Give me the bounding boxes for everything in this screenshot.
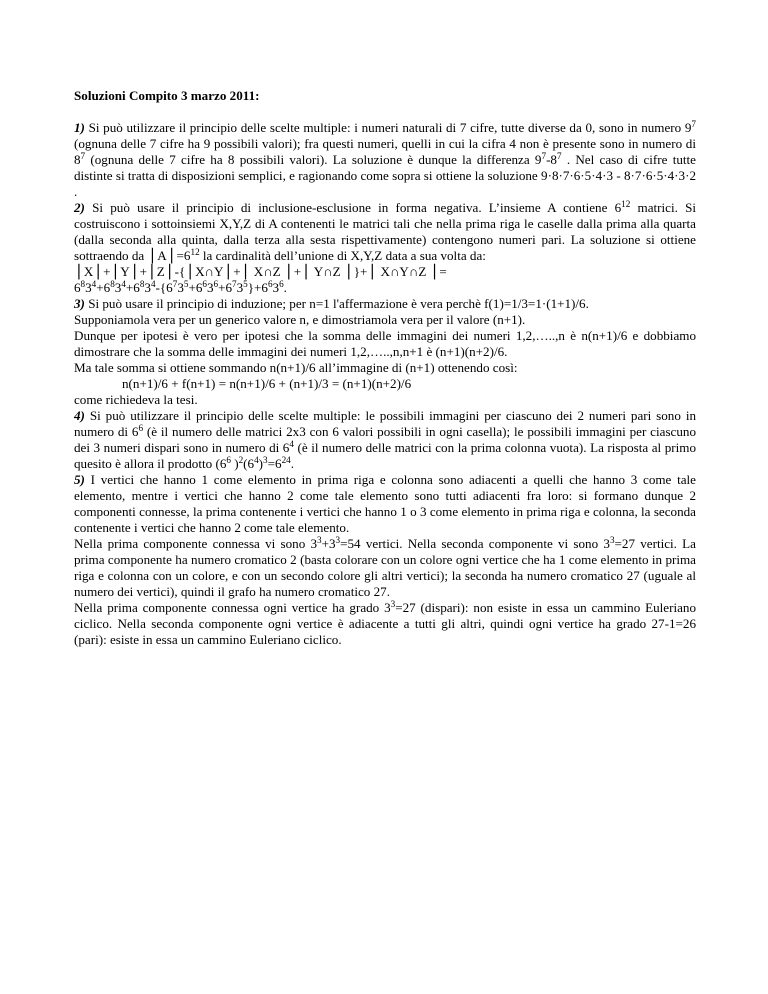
text: matrici. Si costruiscono i sottoinsiemi X,Y,Z di A contenenti le matrici tali che nella prima riga le caselle dalla prima alla quarta (dalla seconda alla quinta, dalla terza alla sesta rispettivamente) contengono numeri pari. La soluzione si ottiene sottraendo da ⎪A⎪=6: [74, 200, 696, 263]
exponent: 7: [172, 278, 178, 289]
paragraph: come richiedeva la tesi.: [74, 392, 198, 407]
text: =54 vertici. Nella seconda componente vi sono 3: [340, 536, 610, 551]
exponent: 8: [80, 278, 86, 289]
text: =27 vertici. La prima componente ha numero cromatico 2 (basta colorare con un colore ogni vertice che ha 1 come elemento in prima riga e colonna con un colore, e con un secondo colore gli altri vertici); la seconda ha numero cromatico 27 (uguale al numero dei vertici), quindi il grafo ha numero cromatico 27.: [74, 536, 696, 599]
solution-number: 5): [74, 472, 85, 487]
text: I vertici che hanno 1 come elemento in prima riga e colonna sono adiacenti a quelli che hanno 3 come tale elemento, mentre i vertici che hanno 2 come tale elemento sono tutti adiacenti fra loro: si formano dunque 2 componenti connesse, la prima contenente i vertici che hanno 1 o 3 come elemento in prima riga e colonna, la seconda contenente i vertici che hanno 2 come tale elemento.: [74, 472, 696, 535]
exponent: 4: [254, 454, 259, 465]
exponent: 6: [226, 454, 231, 465]
inclusion-exclusion-result: [74, 280, 696, 296]
exponent: 12: [190, 246, 200, 257]
solution-number: 4): [74, 408, 85, 423]
inclusion-exclusion-formula: [74, 264, 696, 280]
exponent: 4: [150, 278, 156, 289]
text: -{6: [155, 280, 173, 295]
exponent: 7: [541, 150, 547, 161]
text: 3: [206, 280, 214, 295]
text: Si può utilizzare il principio delle scelte multiple: i numeri naturali di 7 cifre, tutte diverse da 0, sono in numero 9: [84, 120, 692, 135]
text: .: [290, 456, 294, 471]
exponent: 5: [183, 278, 189, 289]
document-body: [74, 88, 696, 648]
exponent: 3: [335, 534, 341, 545]
text: 3: [272, 280, 280, 295]
text: +3: [321, 536, 336, 551]
exponent: 7: [80, 150, 86, 161]
text: (è il numero delle matrici 2x3 con 6 valori possibili in ogni casella); le possibili immagini per ciascuno dei 3 numeri dispari sono in numero di 6: [74, 424, 696, 455]
text: 3: [85, 280, 92, 295]
solution-1: [74, 120, 696, 200]
text: +6: [188, 280, 203, 295]
solution-5: [74, 472, 696, 536]
text: -8: [546, 152, 557, 167]
exponent: 12: [621, 198, 631, 209]
induction-equation: n(n+1)/6 + f(n+1) = n(n+1)/6 + (n+1)/3 = (n+1)(n+2)/6: [122, 376, 412, 391]
solution-4: [74, 408, 696, 472]
exponent: 3: [609, 534, 615, 545]
exponent: 3: [390, 598, 396, 609]
text: ): [258, 456, 264, 471]
text: (ognuna delle 7 cifre ha 9 possibili valori); fra questi numeri, quelli in cui la cifra 4 non è presente sono in numero di 8: [74, 136, 696, 167]
document-title: Soluzioni Compito 3 marzo 2011:: [74, 88, 260, 103]
text: 3: [177, 280, 184, 295]
exponent: 4: [91, 278, 97, 289]
paragraph: [74, 536, 696, 600]
exponent: 2: [238, 454, 244, 465]
exponent: 3: [317, 534, 322, 545]
text: }+6: [247, 280, 268, 295]
exponent: 6: [138, 422, 144, 433]
exponent: 7: [691, 118, 696, 129]
exponent: 3: [263, 454, 268, 465]
exponent: 4: [121, 278, 126, 289]
text: 3: [114, 280, 122, 295]
exponent: 5: [243, 278, 248, 289]
paragraph: Dunque per ipotesi è vero per ipotesi che la somma delle immagini dei numeri 1,2,…..,n è n(n+1)/6 e dobbiamo dimostrare che la somma delle immagini dei numeri 1,2,…..,n,n+1 è (n+1)(n+2)/6.: [74, 328, 696, 359]
exponent: 8: [139, 278, 145, 289]
text: (ognuna delle 7 cifre ha 8 possibili valori). La soluzione è dunque la differenza 9: [85, 152, 542, 167]
text: 3: [144, 280, 151, 295]
text: . Nel caso di cifre tutte distinte si tratta di disposizioni semplici, e ragionando come sopra si ottiene la soluzione 9·8·7·6·5·4·3 - 8·7·6·5·4·3·2 .: [74, 152, 696, 199]
text: +6: [218, 280, 233, 295]
text: 3: [236, 280, 244, 295]
paragraph: Supponiamola vera per un generico valore n, e dimostriamola vera per il valore (n+1).: [74, 312, 526, 327]
exponent: 8: [110, 278, 115, 289]
text: +6: [96, 280, 111, 295]
text: ⎪X⎪+⎪Y⎪+⎪Z⎪-{⎪X∩Y⎪+⎪ X∩Z ⎪+⎪ Y∩Z ⎪}+⎪ X∩Y∩Z ⎪=: [74, 264, 447, 279]
paragraph: Ma tale somma si ottiene sommando n(n+1)/6 all’immagine di (n+1) ottenendo così:: [74, 360, 518, 375]
solution-2: [74, 200, 696, 264]
solution-number: 3): [74, 296, 85, 311]
exponent: 7: [556, 150, 562, 161]
paragraph: [74, 600, 696, 648]
exponent: 6: [213, 278, 219, 289]
text: Nella prima componente connessa ogni vertice ha grado 3: [74, 600, 391, 615]
exponent: 4: [289, 438, 294, 449]
text: (è il numero delle matrici con la prima colonna vuota). La risposta al primo quesito è allora il prodotto (6: [74, 440, 697, 471]
text: +6: [125, 280, 140, 295]
text: =27 (dispari): non esiste in essa un cammino Euleriano ciclico. Nella seconda componente ogni vertice è adiacente a tutti gli altri, quindi ogni vertice ha grado 27-1=26 (pari): esiste in essa un cammino Euleriano ciclico.: [74, 600, 696, 647]
text: Si può usare il principio di induzione; per n=1 l'affermazione è vera perchè f(1)=1/3=1·(1+1)/6.: [84, 296, 589, 311]
exponent: 6: [202, 278, 207, 289]
text: 6: [74, 280, 81, 295]
exponent: 24: [281, 454, 291, 465]
exponent: 7: [232, 278, 237, 289]
text: =6: [267, 456, 282, 471]
exponent: 6: [267, 278, 273, 289]
text: Nella prima componente connessa vi sono 3: [74, 536, 318, 551]
text: .: [283, 280, 287, 295]
exponent: 6: [279, 278, 284, 289]
text: Si può utilizzare il principio delle scelte multiple: le possibili immagini per ciascuno dei 2 numeri pari sono in numero di 6: [74, 408, 696, 439]
solution-3: [74, 296, 696, 312]
text: la cardinalità dell’unione di X,Y,Z data a sua volta da:: [199, 248, 486, 263]
solution-number: 1): [74, 120, 85, 135]
solution-number: 2): [74, 200, 85, 215]
text: ): [230, 456, 239, 471]
text: (6: [243, 456, 255, 471]
text: Si può usare il principio di inclusione-esclusione in forma negativa. L’insieme A contiene 6: [84, 200, 622, 215]
